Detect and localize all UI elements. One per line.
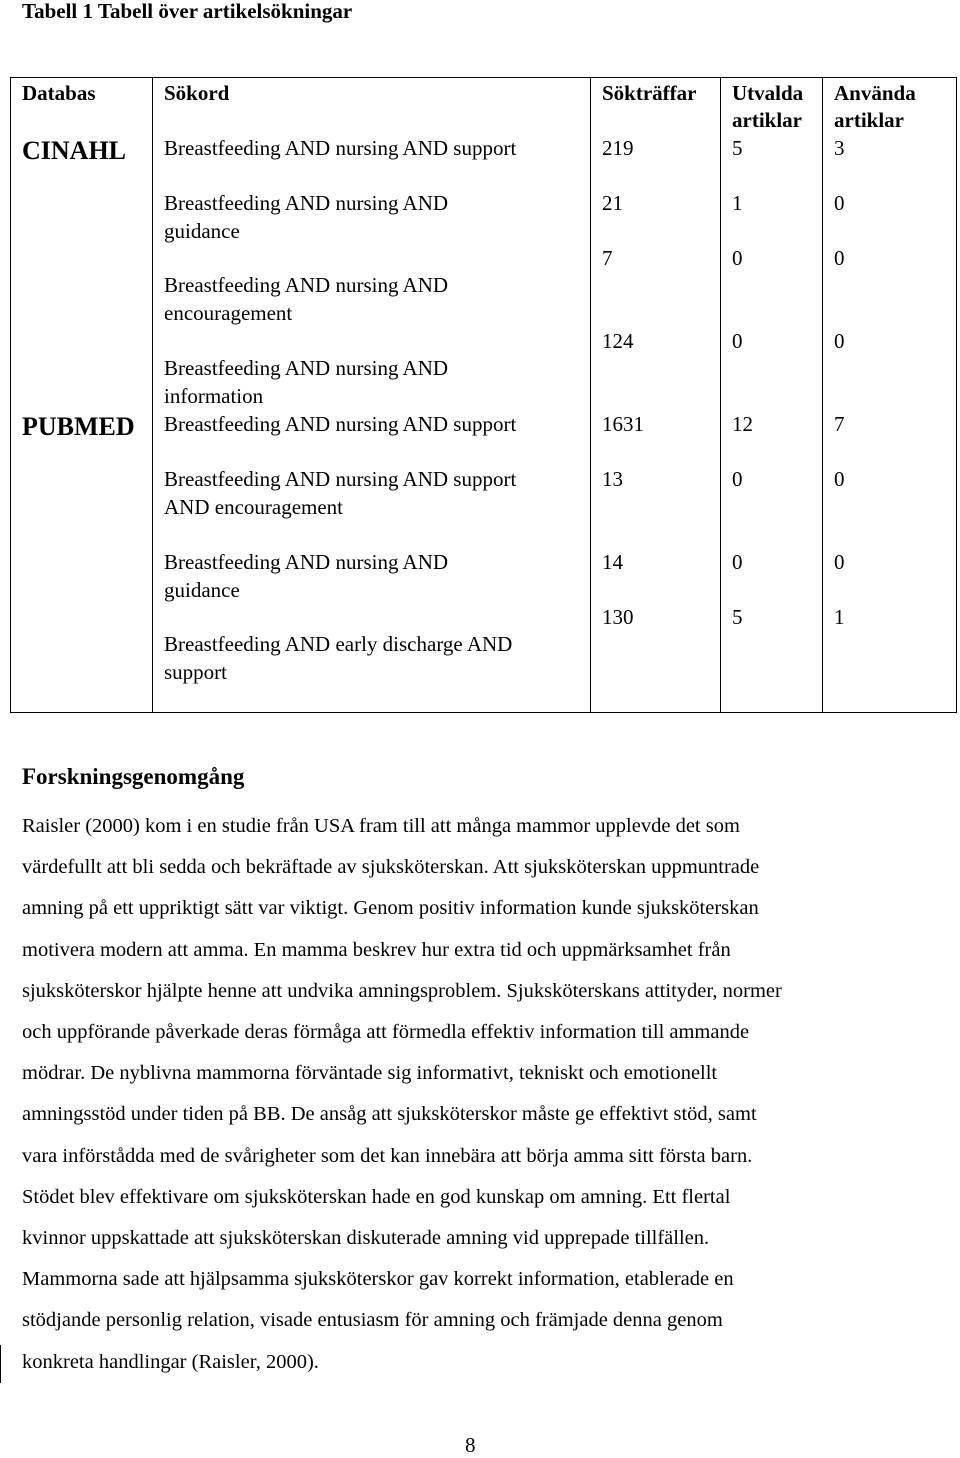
header-utvalda-line2: artiklar — [732, 108, 802, 132]
table-caption: Tabell 1 Tabell över artikelsökningar — [22, 0, 353, 23]
table-border-left — [10, 77, 11, 713]
section-heading: Forskningsgenomgång — [22, 764, 245, 789]
paragraph-line: Mammorna sade att hjälpsamma sjuksköterskor gav korrekt information, etablerade en — [22, 1268, 734, 1291]
table-border-right — [956, 77, 957, 713]
search-term: Breastfeeding AND early discharge AND — [164, 632, 513, 656]
hits-value: 14 — [602, 550, 623, 574]
search-term: Breastfeeding AND nursing AND support — [164, 467, 517, 491]
search-term: Breastfeeding AND nursing AND support — [164, 412, 517, 436]
paragraph-line: konkreta handlingar (Raisler, 2000). — [22, 1350, 319, 1373]
used-value: 7 — [834, 412, 845, 436]
article-search-table — [10, 77, 957, 713]
selected-value: 5 — [732, 136, 743, 160]
search-term: Breastfeeding AND nursing AND — [164, 273, 449, 297]
column-divider — [822, 77, 823, 713]
paragraph-line: Stödet blev effektivare om sjuksköterskan hade en god kunskap om amning. Ett flertal — [22, 1185, 731, 1208]
header-databas: Databas — [22, 81, 96, 105]
revision-change-bar — [0, 1345, 1, 1383]
paragraph-line: stödjande personlig relation, visade entusiasm för amning och främjade denna genom — [22, 1309, 723, 1332]
used-value: 0 — [834, 550, 845, 574]
used-value: 0 — [834, 329, 845, 353]
used-value: 0 — [834, 191, 845, 215]
database-pubmed: PUBMED — [22, 412, 135, 441]
search-term-line2: information — [164, 384, 264, 408]
hits-value: 219 — [602, 136, 634, 160]
used-value: 0 — [834, 467, 845, 491]
used-value: 3 — [834, 136, 845, 160]
selected-value: 0 — [732, 246, 743, 270]
paragraph-line: sjuksköterskor hjälpte henne att undvika amningsproblem. Sjuksköterskans attityder, normer — [22, 979, 782, 1002]
search-term-line2: support — [164, 660, 227, 684]
paragraph-line: Raisler (2000) kom i en studie från USA fram till att många mammor upplevde det som — [22, 815, 740, 837]
selected-value: 12 — [732, 412, 753, 436]
hits-value: 1631 — [602, 412, 644, 436]
search-term: Breastfeeding AND nursing AND — [164, 550, 449, 574]
header-anvanda: Använda — [834, 81, 916, 105]
paragraph-line: kvinnor uppskattade att sjuksköterskan diskuterade amning vid upprepade tillfällen. — [22, 1227, 710, 1250]
selected-value: 1 — [732, 191, 743, 215]
paragraph-line: amningsstöd under tiden på BB. De ansåg att sjuksköterskor måste ge effektivt stöd, samt — [22, 1103, 757, 1126]
selected-value: 0 — [732, 329, 743, 353]
column-divider — [590, 77, 591, 713]
hits-value: 124 — [602, 329, 634, 353]
used-value: 0 — [834, 246, 845, 270]
selected-value: 0 — [732, 467, 743, 491]
paragraph-line: värdefullt att bli sedda och bekräftade av sjuksköterskan. Att sjuksköterskan uppmuntrade — [22, 856, 760, 879]
body-paragraph — [22, 806, 922, 1383]
search-term-line2: guidance — [164, 578, 240, 602]
hits-value: 21 — [602, 191, 623, 215]
selected-value: 5 — [732, 605, 743, 629]
paragraph-line: vara införstådda med de svårigheter som det kan innebära att börja amma sitt första barn. — [22, 1144, 753, 1167]
selected-value: 0 — [732, 550, 743, 574]
header-utvalda: Utvalda — [732, 81, 804, 105]
header-soktraffar: Sökträffar — [602, 81, 697, 105]
paragraph-line: motivera modern att amma. En mamma beskrev hur extra tid och uppmärksamhet från — [22, 938, 731, 961]
paragraph-line: och uppförande påverkade deras förmåga att förmedla effektiv information till ammande — [22, 1021, 750, 1044]
search-term: Breastfeeding AND nursing AND — [164, 191, 449, 215]
search-term: Breastfeeding AND nursing AND — [164, 356, 449, 380]
database-cinahl: CINAHL — [22, 136, 127, 165]
page-number: 8 — [465, 1433, 476, 1457]
hits-value: 130 — [602, 605, 634, 629]
header-anvanda-line2: artiklar — [834, 108, 904, 132]
hits-value: 13 — [602, 467, 623, 491]
column-divider — [152, 77, 153, 713]
search-term-line2: AND encouragement — [164, 495, 344, 519]
search-term-line2: encouragement — [164, 301, 293, 325]
paragraph-line: mödrar. De nyblivna mammorna förväntade sig informativt, tekniskt och emotionellt — [22, 1062, 718, 1085]
search-term-line2: guidance — [164, 219, 240, 243]
hits-value: 7 — [602, 246, 613, 270]
header-sokord: Sökord — [164, 81, 230, 105]
used-value: 1 — [834, 605, 845, 629]
search-term: Breastfeeding AND nursing AND support — [164, 136, 517, 160]
column-divider — [720, 77, 721, 713]
paragraph-line: amning på ett uppriktigt sätt var viktigt. Genom positiv information kunde sjuksköterskan — [22, 897, 759, 920]
